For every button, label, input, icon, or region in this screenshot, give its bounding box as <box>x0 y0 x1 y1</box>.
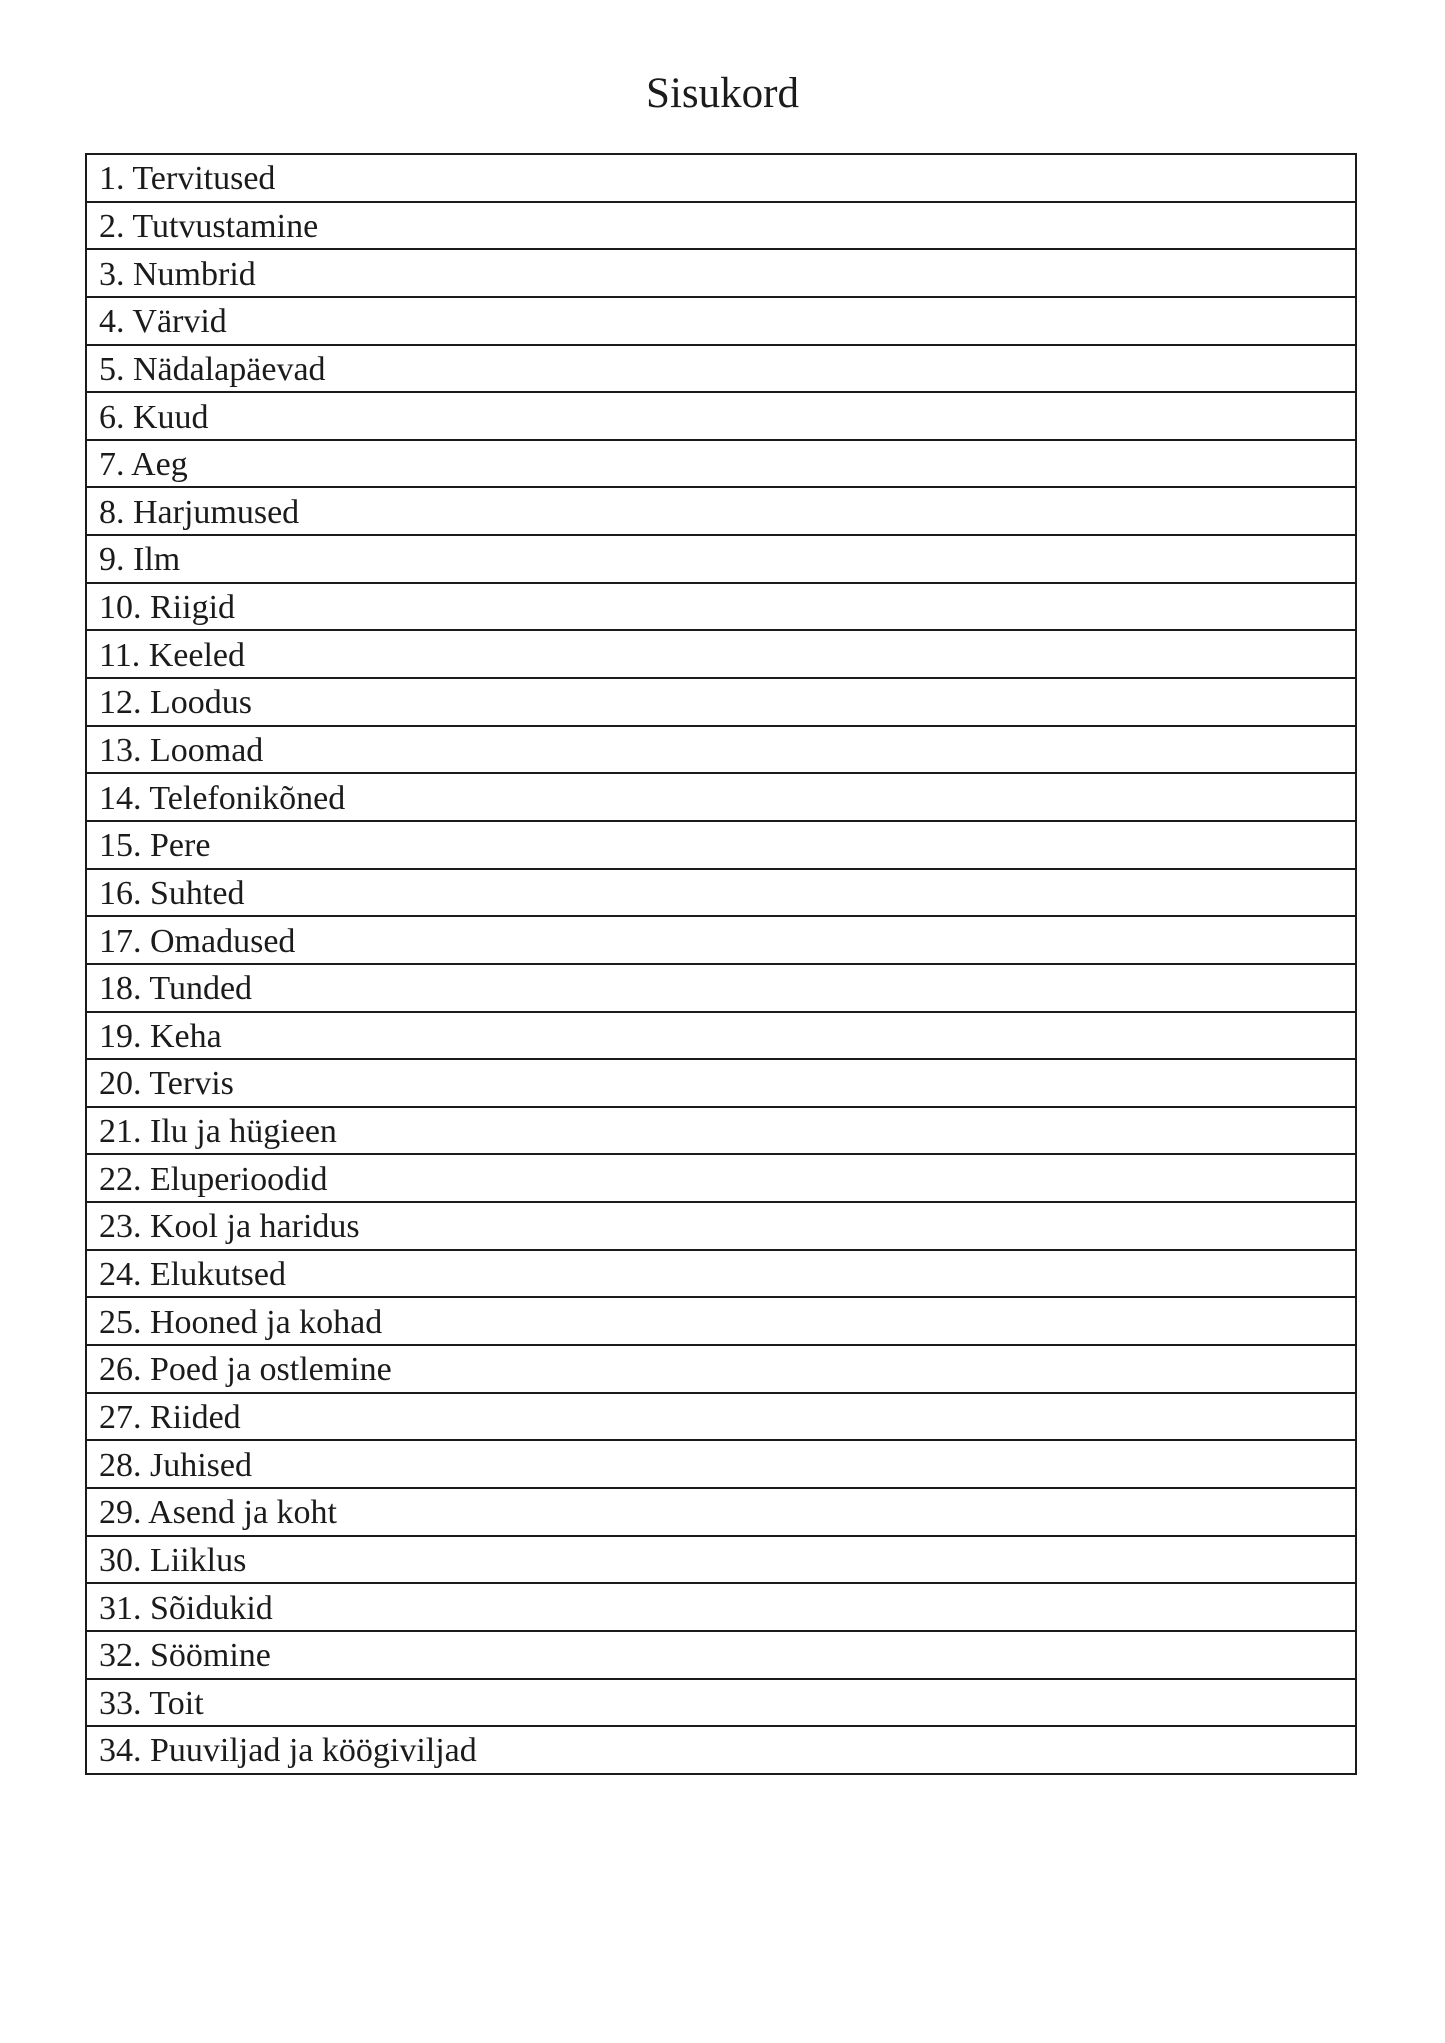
toc-row <box>87 441 1355 489</box>
toc-entry-label: 9. Ilm <box>99 541 181 579</box>
toc-row <box>87 1394 1355 1442</box>
toc-entry-label: 10. Riigid <box>99 589 236 627</box>
toc-row <box>87 1013 1355 1061</box>
toc-row <box>87 1346 1355 1394</box>
toc-entry-label: 14. Telefonikõned <box>99 779 346 817</box>
toc-row <box>87 1108 1355 1156</box>
toc-entry-label: 1. Tervitused <box>99 160 276 198</box>
toc-entry-label: 34. Puuviljad ja köögiviljad <box>99 1732 477 1770</box>
toc-row <box>87 822 1355 870</box>
toc-entry-label: 19. Keha <box>99 1017 222 1055</box>
toc-row <box>87 1298 1355 1346</box>
toc-row <box>87 1203 1355 1251</box>
toc-row <box>87 727 1355 775</box>
toc-row <box>87 1584 1355 1632</box>
toc-row <box>87 155 1355 203</box>
toc-row <box>87 679 1355 727</box>
page-title: Sisukord <box>646 70 799 117</box>
toc-row <box>87 393 1355 441</box>
toc-row <box>87 870 1355 918</box>
toc-row <box>87 1060 1355 1108</box>
toc-entry-label: 28. Juhised <box>99 1446 252 1484</box>
toc-row <box>87 250 1355 298</box>
toc-row <box>87 774 1355 822</box>
toc-row <box>87 917 1355 965</box>
toc-entry-label: 13. Loomad <box>99 732 264 769</box>
toc-entry-label: 30. Liiklus <box>99 1541 247 1579</box>
toc-entry-label: 26. Poed ja ostlemine <box>99 1351 392 1389</box>
toc-entry-label: 8. Harjumused <box>99 493 300 531</box>
toc-entry-label: 23. Kool ja haridus <box>99 1208 360 1246</box>
toc-row <box>87 1537 1355 1585</box>
toc-entry-label: 6. Kuud <box>99 398 209 436</box>
toc-row <box>87 584 1355 632</box>
toc-row <box>87 536 1355 584</box>
toc-entry-label: 12. Loodus <box>99 684 252 722</box>
toc-row <box>87 1441 1355 1489</box>
toc-row <box>87 1251 1355 1299</box>
toc-entry-label: 29. Asend ja koht <box>99 1494 337 1532</box>
toc-entry-label: 33. Toit <box>99 1684 204 1722</box>
toc-row <box>87 488 1355 536</box>
toc-entry-label: 4. Värvid <box>99 303 227 341</box>
toc-row <box>87 965 1355 1013</box>
toc-entry-label: 20. Tervis <box>99 1065 234 1103</box>
toc-entry-label: 7. Aeg <box>99 446 188 484</box>
toc-entry-label: 5. Nädalapäevad <box>99 350 326 388</box>
toc-row <box>87 1155 1355 1203</box>
toc-entry-label: 32. Söömine <box>99 1637 271 1675</box>
toc-entry-label: 11. Keeled <box>99 636 246 674</box>
toc-row <box>87 298 1355 346</box>
toc-entry-label: 2. Tutvustamine <box>99 207 319 245</box>
toc-entry-label: 17. Omadused <box>99 922 296 960</box>
toc-row <box>87 1632 1355 1680</box>
toc-row <box>87 631 1355 679</box>
toc-entry-label: 27. Riided <box>99 1398 241 1436</box>
toc-row <box>87 1727 1355 1773</box>
toc-table <box>85 153 1357 1775</box>
toc-entry-label: 16. Suhted <box>99 874 245 912</box>
toc-entry-label: 25. Hooned ja kohad <box>99 1303 383 1341</box>
toc-row <box>87 346 1355 394</box>
toc-entry-label: 22. Eluperioodid <box>99 1160 328 1198</box>
toc-entry-label: 15. Pere <box>99 827 211 865</box>
toc-entry-label: 18. Tunded <box>99 970 253 1008</box>
toc-row <box>87 203 1355 251</box>
toc-entry-label: 24. Elukutsed <box>99 1256 286 1294</box>
toc-entry-label: 3. Numbrid <box>99 255 256 293</box>
toc-entry-label: 21. Ilu ja hügieen <box>99 1113 337 1151</box>
toc-entry-label: 31. Sõidukid <box>99 1589 273 1627</box>
toc-row <box>87 1680 1355 1728</box>
toc-row <box>87 1489 1355 1537</box>
